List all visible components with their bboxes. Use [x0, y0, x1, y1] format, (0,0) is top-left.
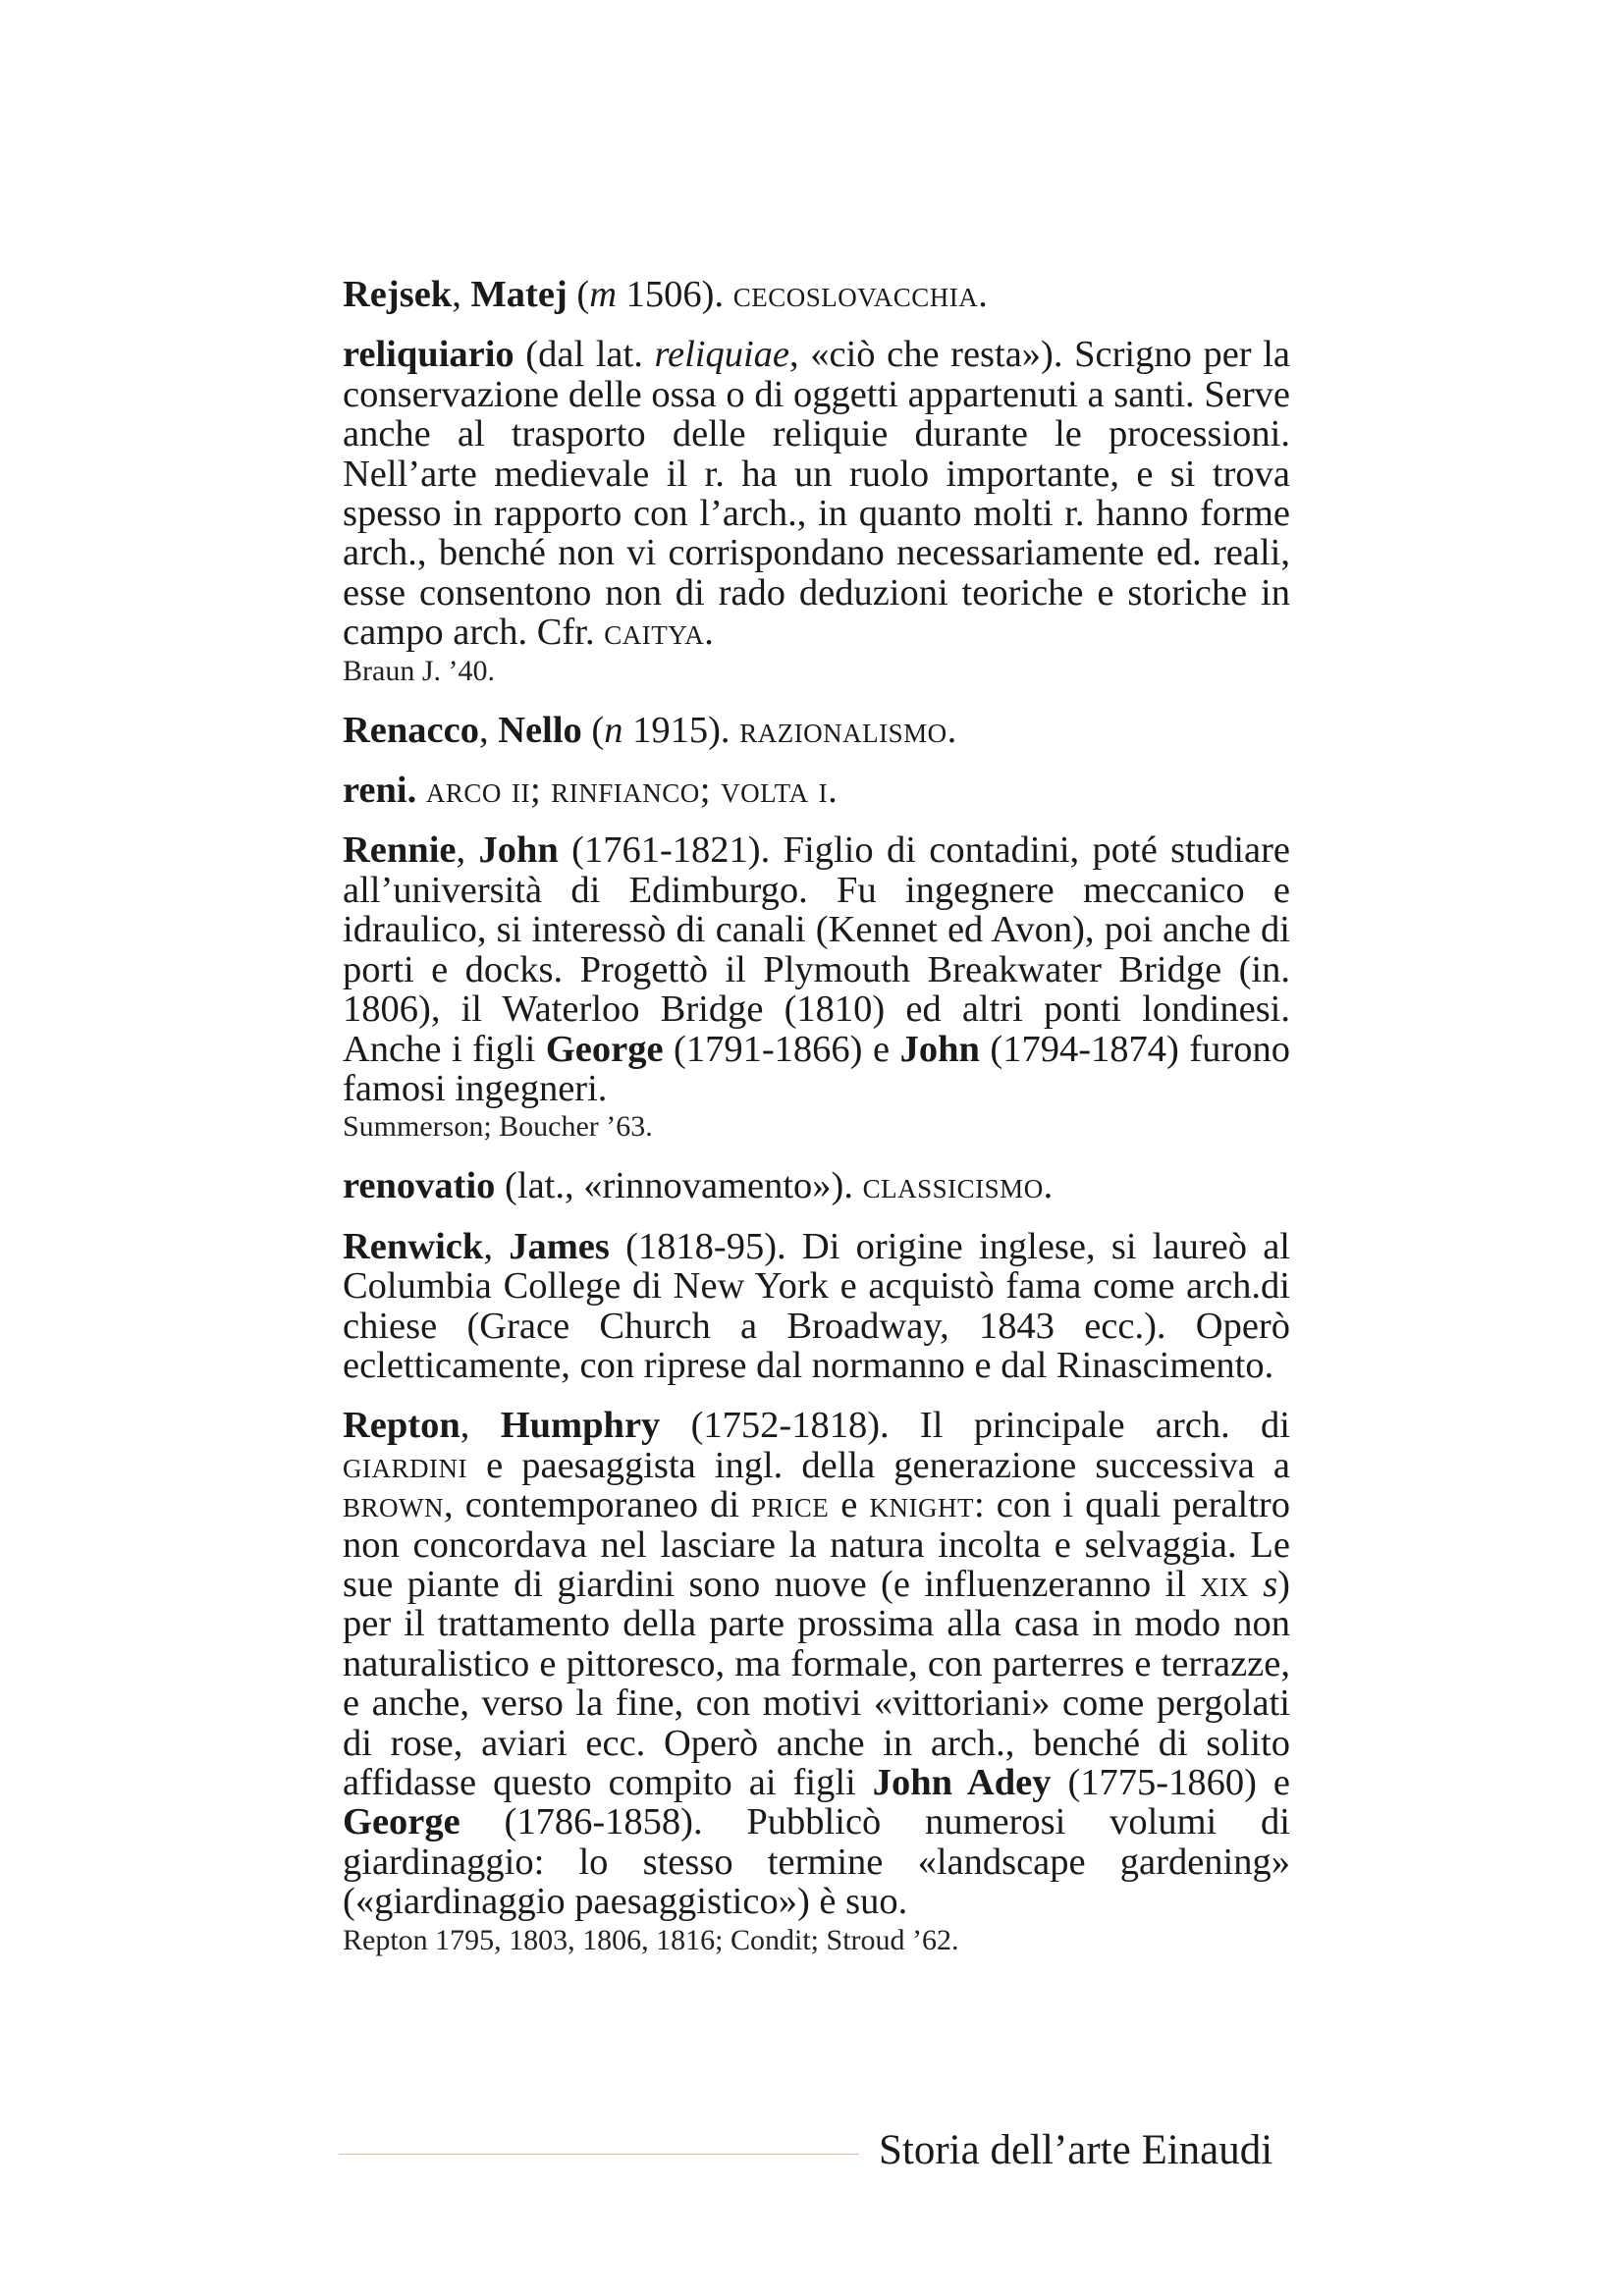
entry-name: Repton [343, 1405, 460, 1447]
entry-term: reliquiario [343, 334, 514, 376]
birth-marker: n [604, 709, 623, 751]
footer-title: Storia dell’arte Einaudi [879, 2127, 1273, 2173]
entry-given-name: John [478, 829, 559, 872]
footer-rule [339, 2154, 859, 2155]
related-name: John Adey [872, 1762, 1052, 1803]
entry-repton: Repton, Humphry (1752-1818). Il principale arch. di giardini e paesaggista ingl. della generazione successiva a brown, contemporaneo di price e knight: con i quali peraltro non concordava nel lasciare la natura incolta e selvaggia. Le sue piante di giardini sono nuove (e influenzeranno il xix s) per il trattamento della parte prossima alla casa in modo non naturalistico e pittoresco, ma formale, con parterres e terrazze, e anche, verso la fine, con motivi «vittoriani» come pergolati di rose, aviari ecc. Operò anche in arch., benché di solito affidasse questo compito ai figli John Adey (1775-1860) e George (1786-1858). Pubblicò numerosi volumi di giardinaggio: lo stesso termine «landscape gardening» («giardinaggio paesaggistico») è suo. Repton 1795, 1803, 1806, 1816; Condit; Stroud ’62. [343, 1406, 1290, 1958]
related-name: John [899, 1028, 980, 1070]
century-numeral: xix [1200, 1563, 1249, 1605]
entry-given-name: Nello [498, 709, 582, 751]
entry-given-name: Humphry [500, 1405, 661, 1447]
entry-given-name: James [509, 1225, 610, 1267]
century-abbrev: s [1263, 1563, 1278, 1605]
death-year: 1506). [617, 274, 725, 315]
entry-name: Renacco [343, 709, 479, 751]
entry-reliquiario [343, 335, 1290, 689]
entry-renacco: Renacco, Nello (n 1915). razionalismo. [343, 709, 957, 751]
entry-text: (1818-95). Di origine inglese, si laureò al Columbia College di New York e acquistò fama come arch.di chiese (Grace Church a Broadway, 1843 ecc.). Operò ecletticamente, con riprese dal normanno e dal Rinascimento. [343, 1225, 1290, 1386]
entry-text: e [829, 1484, 870, 1526]
cross-reference: classicismo. [862, 1165, 1054, 1207]
entry-name: Rennie [343, 829, 457, 872]
entry-text: (1794-1874) furono famosi ingegneri. [343, 1028, 1290, 1109]
entry-text: (1761-1821). Figlio di contadini, poté studiare all’università di Edimburgo. Fu ingegnere meccanico e idraulico, si interessò di canali (Kennet ed Avon), poi anche di porti e docks. Progettò il Plymouth Breakwater Bridge (in. 1806), il Waterloo Bridge (1810) ed altri ponti londinesi. Anche i figli [343, 829, 1290, 1070]
entry-text: ) per il trattamento della parte prossima alla casa in modo non naturalistico e pittoresco, ma formale, con parterres e terrazze, e anche, verso la fine, con motivi «vittoriani» come pergolati di rose, aviari ecc. Operò anche in arch., benché di solito affidasse questo compito ai figli [343, 1563, 1290, 1803]
bibliography-reference: Repton 1795, 1803, 1806, 1816; Condit; Stroud ’62. [343, 1923, 959, 1956]
entry-renovatio [343, 1166, 1290, 1205]
cross-reference: arco ii; rinfianco; volta i. [425, 770, 839, 812]
entry-given-name: Matej [470, 274, 568, 315]
entry-text: (1786-1858). Pubblicò numerosi volumi di giardinaggio: lo stesso termine «landscape gardening» («giardinaggio paesaggistico») è suo. [343, 1801, 1290, 1923]
entry-term: renovatio [343, 1165, 496, 1207]
cross-reference: razionalismo. [739, 709, 957, 751]
entry-text: (1791-1866) e [663, 1028, 900, 1070]
cross-reference: giardini [343, 1444, 467, 1486]
cross-reference: knight [869, 1484, 974, 1526]
birth-year: 1915). [622, 709, 730, 751]
entry-text: (1752-1818). Il principale arch. di [660, 1405, 1290, 1447]
bibliography-reference: Braun J. ’40. [343, 654, 495, 687]
death-marker: m [589, 274, 618, 315]
etymology: (dal lat. [514, 334, 655, 376]
related-name: George [545, 1028, 664, 1070]
entry-rennie: Rennie, John (1761-1821). Figlio di contadini, poté studiare all’università di Edimburgo. Fu ingegnere meccanico e idraulico, si interessò di canali (Kennet ed Avon), poi anche di porti e docks. Progettò il Plymouth Breakwater Bridge (in. 1806), il Waterloo Bridge (1810) ed altri ponti londinesi. Anche i figli George (1791-1866) e John (1794-1874) furono famosi ingegneri. Summerson; Boucher ’63. [343, 830, 1290, 1146]
entry-text: (lat., «rinnovamento»). [495, 1165, 863, 1207]
entry-text: , «ciò che resta»). Scrigno per la conservazione delle ossa o di oggetti appartenuti a santi. Serve anche al trasporto delle reliquie durante le processioni. Nell’arte medievale il r. ha un ruolo importante, e si trova spesso in rapporto con l’arch., in quanto molti r. hanno forme arch., benché non vi corrispondano necessariamente ed. reali, esse consentono non di rado deduzioni teoriche e storiche in campo arch. Cfr. [343, 334, 1290, 654]
entry-rejsek: Rejsek, Matej (m 1506). cecoslovacchia. [343, 274, 989, 315]
entry-name: Rejsek [343, 274, 453, 315]
entry-renwick: Renwick, James (1818-95). Di origine inglese, si laureò al Columbia College di New York e acquistò fama come arch.di chiese (Grace Church a Broadway, 1843 ecc.). Operò ecletticamente, con riprese dal normanno e dal Rinascimento. [343, 1225, 1290, 1386]
related-name: George [343, 1801, 460, 1843]
entry-text: : con i quali peraltro non concordava nel lasciare la natura incolta e selvaggia. Le sue piante di giardini sono nuove (e influenzeranno il [343, 1484, 1291, 1605]
entry-text: , contemporaneo di [444, 1484, 752, 1526]
etymology-word: reliquiae [654, 334, 790, 376]
entry-reni [343, 771, 1290, 810]
cross-reference: caitya. [604, 612, 715, 654]
cross-reference: price [751, 1484, 830, 1526]
entry-text: (1775-1860) e [1051, 1762, 1290, 1803]
bibliography-reference: Summerson; Boucher ’63. [343, 1110, 653, 1144]
cross-reference: brown [343, 1484, 444, 1526]
dictionary-text-block [343, 275, 1290, 1980]
entry-term: reni. [343, 770, 417, 812]
entry-text: e paesaggista ingl. della generazione successiva a [466, 1444, 1290, 1486]
cross-reference: cecoslovacchia. [732, 274, 989, 315]
entry-name: Renwick [343, 1225, 484, 1267]
